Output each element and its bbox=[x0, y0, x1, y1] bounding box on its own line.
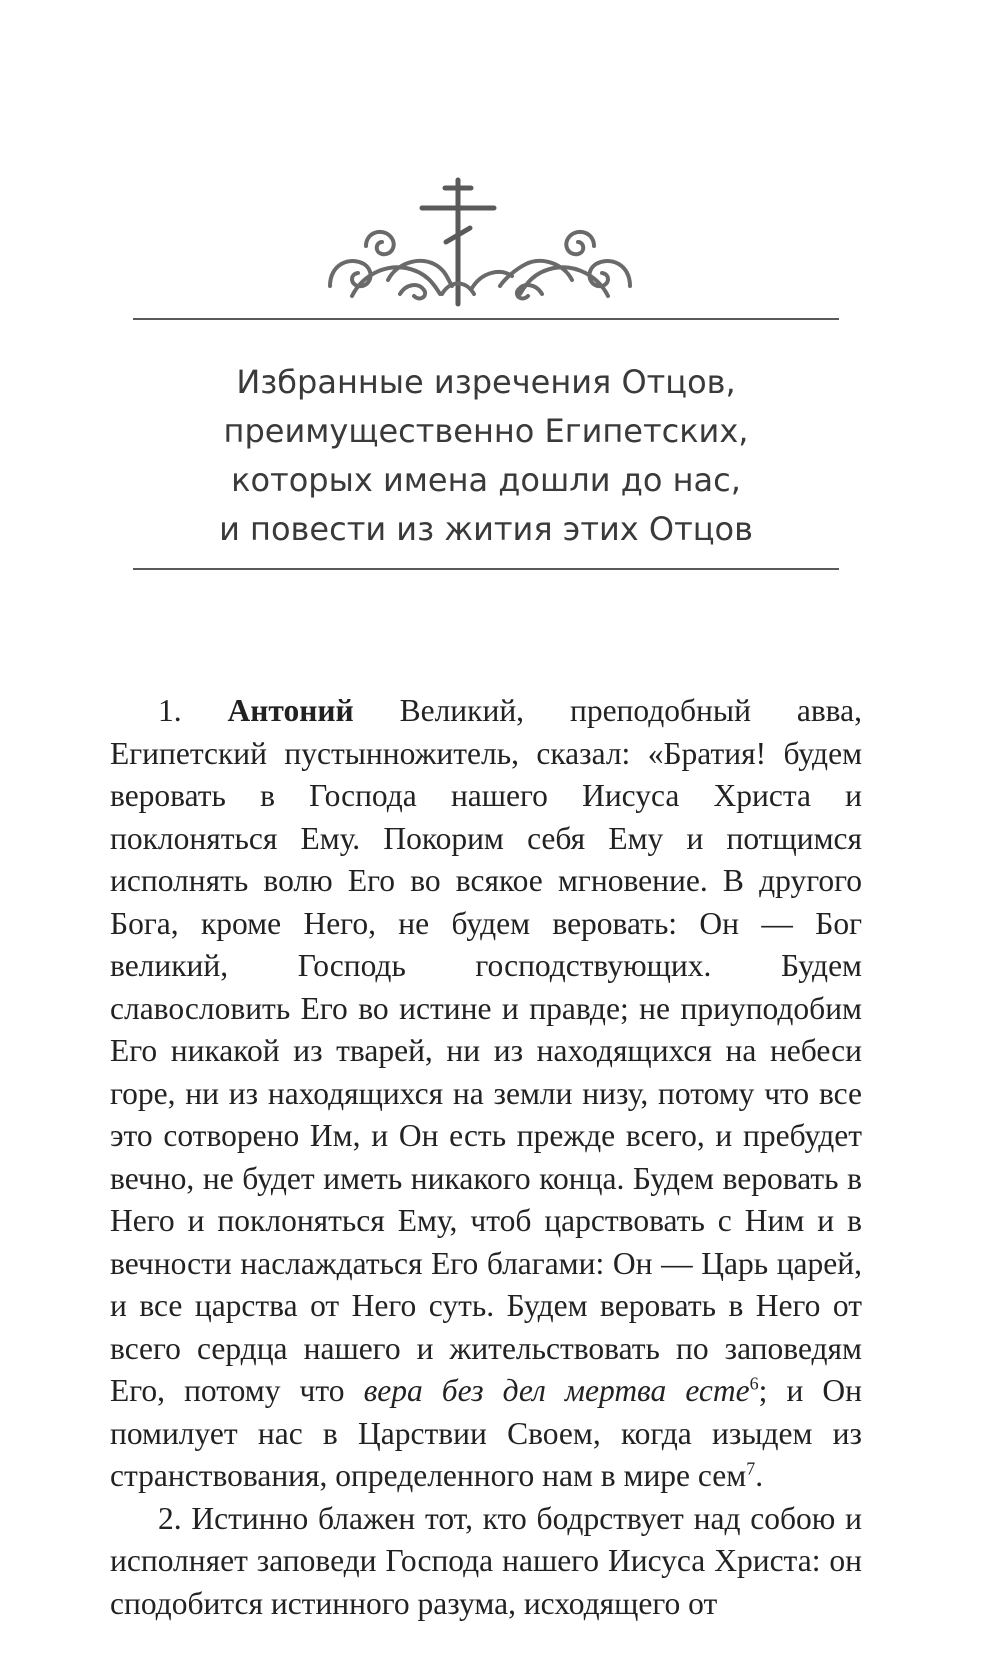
top-divider-rule bbox=[133, 318, 839, 320]
body-text bbox=[110, 690, 862, 1625]
saint-name: Антоний bbox=[227, 693, 354, 728]
paragraph-text: ; и Он помилует нас в Царствии Своем, когда изыдем из странствования, определенного нам в мире сем bbox=[110, 1373, 862, 1493]
paragraph-text: . bbox=[755, 1458, 764, 1493]
title-line-4: и повести из жития этих Отцов bbox=[219, 510, 753, 548]
chapter-title bbox=[133, 358, 839, 554]
orthodox-cross-ornament-icon bbox=[322, 176, 640, 316]
footnote-ref[interactable]: 6 bbox=[749, 1373, 759, 1394]
footnote-ref[interactable]: 7 bbox=[746, 1458, 756, 1479]
paragraph-number: 1. bbox=[158, 693, 182, 728]
title-line-2: преимущественно Египетских, bbox=[223, 412, 749, 450]
title-line-1: Избранные изречения Отцов, bbox=[236, 363, 736, 401]
bottom-divider-rule bbox=[133, 568, 839, 570]
scripture-quote: вера без дел мертва есте bbox=[363, 1373, 750, 1408]
paragraph-text: Великий, преподобный авва, Египетский пустынножитель, сказал: «Братия! будем веровать в Господа нашего Иисуса Христа и поклоняться Ему. Покорим себя Ему и потщимся исполнять волю Его во всякое мгновение. В другого Бога, кроме Него, не будем веровать: Он — Бог великий, Господь господствующих. Будем славословить Его во истине и правде; не приуподобим Его никакой из тварей, ни из находящихся на небеси горе, ни из находящихся на земли низу, потому что все это сотворено Им, и Он есть прежде всего, и пребудет вечно, не будет иметь никакого конца. Будем веровать в Него и поклоняться Ему, чтоб царствовать с Ним и в вечности наслаждаться Его благами: Он — Царь царей, и все царства от Него суть. Будем веровать в Него от всего сердца нашего и жительствовать по заповедям Его, потому что bbox=[110, 693, 863, 1408]
paragraph-2: 2. Истинно блажен тот, кто бодрствует над собою и исполняет заповеди Господа нашего Иисуса Христа: он сподобится истинного разума, исходящего от bbox=[110, 1500, 862, 1621]
paragraph-1 bbox=[110, 690, 862, 1498]
title-line-3: которых имена дошли до нас, bbox=[231, 461, 741, 499]
